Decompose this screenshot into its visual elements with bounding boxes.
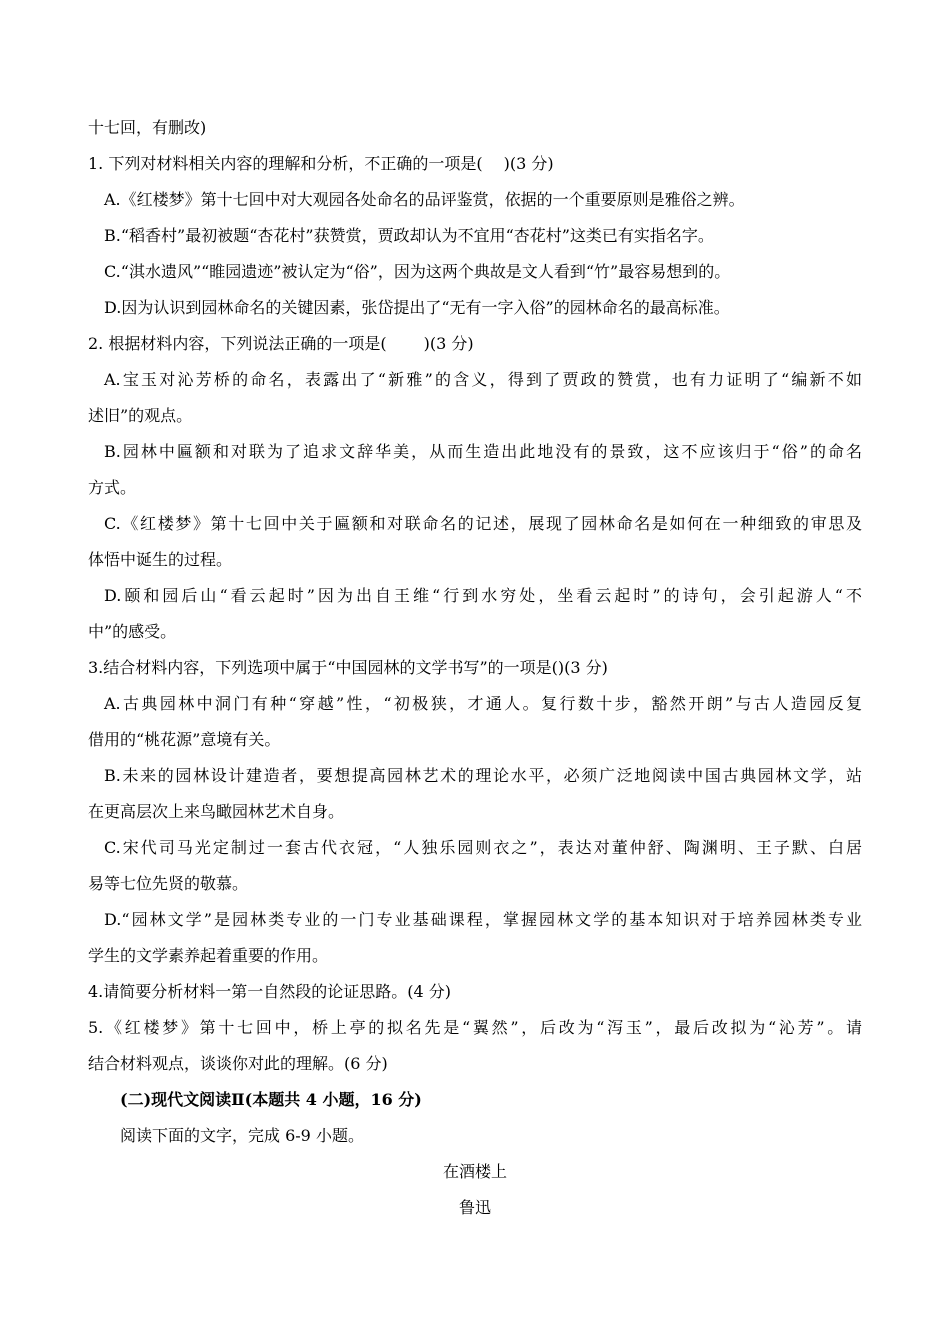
q3-option-c-cont: 易等七位先贤的敬慕。	[88, 874, 249, 893]
q2-option-b: B.园林中匾额和对联为了追求文辞华美，从而生造出此地没有的景致，这不应该归于“俗”的命名	[104, 442, 862, 461]
question-1: 1. 下列对材料相关内容的理解和分析，不正确的一项是( )(3 分)	[88, 154, 554, 173]
question-5: 5.《红楼梦》第十七回中，桥上亭的拟名先是“翼然”，后改为“泻玉”，最后改拟为“沁芳”。请	[88, 1018, 862, 1037]
q3-option-b: B.未来的园林设计建造者，要想提高园林艺术的理论水平，必须广泛地阅读中国古典园林文学，站	[104, 766, 862, 785]
story-author: 鲁迅	[458, 1198, 491, 1217]
q3-option-c: C.宋代司马光定制过一套古代衣冠，“人独乐园则衣之”，表达对董仲舒、陶渊明、王子默、白居	[104, 838, 862, 857]
q3-option-a-cont: 借用的“桃花源”意境有关。	[88, 730, 281, 749]
q3-option-b-cont: 在更高层次上来鸟瞰园林艺术自身。	[88, 802, 345, 821]
q1-option-b: B.“稻香村”最初被题“杏花村”获赞赏，贾政却认为不宜用“杏花村”这类已有实指名字。	[104, 226, 714, 245]
q1-option-d: D.因为认识到园林命名的关键因素，张岱提出了“无有一字入俗”的园林命名的最高标准。	[104, 298, 730, 317]
question-5-cont: 结合材料观点，谈谈你对此的理解。(6 分)	[88, 1054, 388, 1073]
reading-instruction: 阅读下面的文字，完成 6-9 小题。	[120, 1126, 364, 1145]
q2-option-c-cont: 体悟中诞生的过程。	[88, 550, 233, 569]
q3-option-d-cont: 学生的文学素养起着重要的作用。	[88, 946, 329, 965]
question-2: 2. 根据材料内容，下列说法正确的一项是( )(3 分)	[88, 334, 474, 353]
q2-option-c: C.《红楼梦》第十七回中关于匾额和对联命名的记述，展现了园林命名是如何在一种细致的审思及	[104, 514, 862, 533]
q2-option-a-cont: 述旧”的观点。	[88, 406, 193, 425]
q3-option-d: D.“园林文学”是园林类专业的一门专业基础课程，掌握园林文学的基本知识对于培养园林类专业	[104, 910, 862, 929]
q2-option-d: D.颐和园后山“看云起时”因为出自王维“行到水穷处，坐看云起时”的诗句，会引起游人“不	[104, 586, 862, 605]
continued-line: 十七回，有删改)	[88, 118, 207, 137]
section-heading: (二)现代文阅读Ⅱ(本题共 4 小题，16 分)	[120, 1090, 422, 1109]
q1-option-c: C.“淇水遗风”“睢园遗迹”被认定为“俗”，因为这两个典故是文人看到“竹”最容易想到的。	[104, 262, 731, 281]
q2-option-d-cont: 中”的感受。	[88, 622, 177, 641]
q2-option-a: A.宝玉对沁芳桥的命名，表露出了“新雅”的含义，得到了贾政的赞赏，也有力证明了“编新不如	[104, 370, 862, 389]
question-3: 3.结合材料内容，下列选项中属于“中国园林的文学书写”的一项是()(3 分)	[88, 658, 608, 677]
question-4: 4.请简要分析材料一第一自然段的论证思路。(4 分)	[88, 982, 452, 1001]
story-title: 在酒楼上	[442, 1162, 507, 1181]
q1-option-a: A.《红楼梦》第十七回中对大观园各处命名的品评鉴赏，依据的一个重要原则是雅俗之辨。	[104, 190, 745, 209]
q3-option-a: A.古典园林中洞门有种“穿越”性，“初极狭，才通人。复行数十步，豁然开朗”与古人造园反复	[104, 694, 862, 713]
q2-option-b-cont: 方式。	[88, 478, 137, 497]
